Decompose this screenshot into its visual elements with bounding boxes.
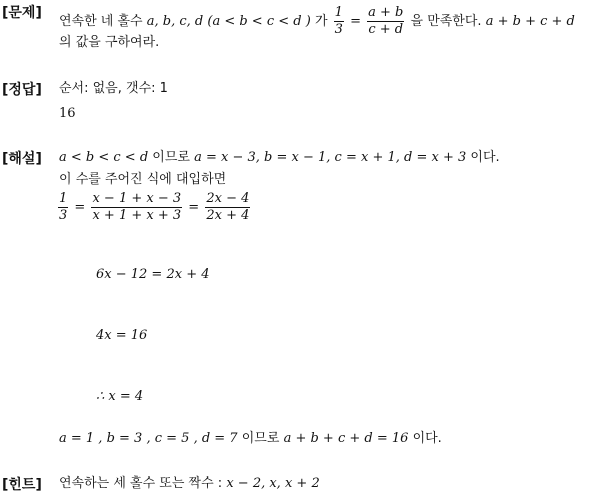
solution-final <box>59 431 442 447</box>
problem-line-1 <box>59 6 575 37</box>
equation-equals: = <box>188 200 200 215</box>
problem-fraction-right <box>367 6 404 37</box>
answer-label: [정답] <box>2 82 42 98</box>
solution-final-sum: a + b + c + d = 16 <box>283 431 409 446</box>
answer-meta: 순서: 없음, 갯수: 1 <box>59 81 168 96</box>
fraction-denominator: 3 <box>59 208 68 223</box>
problem-text-1: 연속한 네 홀수 <box>59 14 143 29</box>
problem-text-3: 을 만족한다. <box>410 14 482 29</box>
problem-equals: = <box>350 14 361 29</box>
hint-math: x − 2, x, x + 2 <box>226 476 320 491</box>
problem-text-2: 가 <box>314 14 328 29</box>
hint-text: 연속하는 세 홀수 또는 짝수 : <box>59 476 223 491</box>
fraction-numerator: 2x − 4 <box>206 191 250 206</box>
solution-label: [해설] <box>2 151 42 167</box>
fraction-denominator: 3 <box>334 22 343 37</box>
hint-line <box>59 476 320 492</box>
equation-fraction-2 <box>91 192 182 223</box>
solution-final-end: 이다. <box>412 431 442 446</box>
problem-condition: (a < b < c < d ) <box>207 14 311 29</box>
answer-value: 16 <box>59 106 76 121</box>
solution-text-since: 이므로 <box>152 150 190 165</box>
problem-vars: a, b, c, d <box>146 14 204 29</box>
problem-fraction-left <box>334 6 344 37</box>
fraction-denominator: 2x + 4 <box>206 208 250 223</box>
equation-fraction-1 <box>58 192 68 223</box>
equation-equals: = <box>74 200 86 215</box>
problem-label: [문제] <box>2 5 42 21</box>
fraction-denominator: c + d <box>368 22 404 37</box>
solution-substitutions: a = x − 3, b = x − 1, c = x + 1, d = x + 3 <box>194 150 467 165</box>
fraction-numerator: 1 <box>59 191 68 206</box>
fraction-denominator: x + 1 + x + 3 <box>92 208 182 223</box>
solution-inequality: a < b < c < d <box>59 150 149 165</box>
solution-step-3: ∴ x = 4 <box>96 389 144 404</box>
hint-label: [힌트] <box>2 477 42 493</box>
solution-line-1 <box>59 150 500 166</box>
solution-equation <box>56 192 252 223</box>
solution-step-2: 4x = 16 <box>96 328 148 343</box>
solution-text-end: 이다. <box>470 150 500 165</box>
problem-sum: a + b + c + d <box>485 14 575 29</box>
fraction-numerator: a + b <box>368 5 404 20</box>
fraction-numerator: 1 <box>334 5 343 20</box>
solution-step-1: 6x − 12 = 2x + 4 <box>96 267 210 282</box>
solution-line-2: 이 수를 주어진 식에 대입하면 <box>59 172 227 187</box>
solution-final-values: a = 1 , b = 3 , c = 5 , d = 7 <box>59 431 238 446</box>
fraction-numerator: x − 1 + x − 3 <box>92 191 182 206</box>
problem-line-2: 의 값을 구하여라. <box>59 35 160 50</box>
solution-final-since: 이므로 <box>241 431 280 446</box>
equation-fraction-3 <box>205 192 250 223</box>
